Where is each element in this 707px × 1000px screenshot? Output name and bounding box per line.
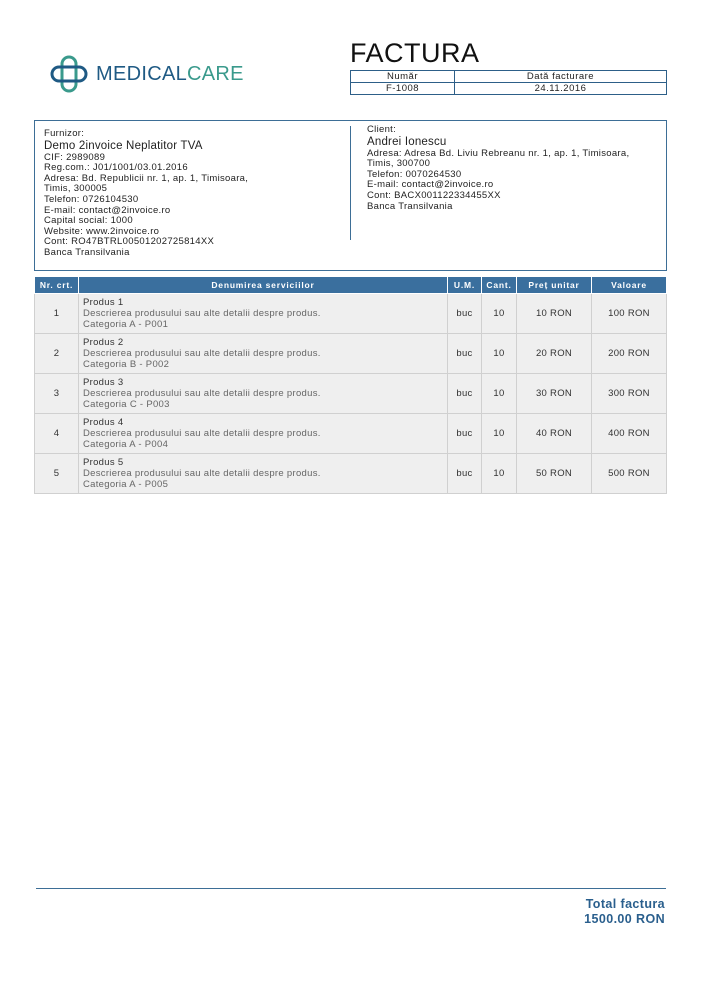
row-price: 20 RON (517, 334, 592, 374)
product-desc: Descrierea produsului sau alte detalii despre produs. (83, 428, 321, 439)
row-description (79, 374, 448, 414)
row-um: buc (448, 414, 482, 454)
product-name: Produs 3 (83, 377, 124, 388)
product-category: Categoria A - P005 (83, 479, 169, 490)
product-name: Produs 1 (83, 297, 124, 308)
table-row (35, 454, 667, 494)
table-row (35, 334, 667, 374)
row-value: 200 RON (592, 334, 667, 374)
client-line: Cont: BACX001122334455XX (367, 189, 501, 201)
supplier-line: Banca Transilvania (44, 246, 130, 258)
supplier-block (44, 129, 334, 259)
client-label: Client: (367, 124, 397, 135)
invoice-number: F-1008 (351, 83, 455, 95)
company-logo (50, 55, 244, 93)
row-um: buc (448, 294, 482, 334)
supplier-line: Website: www.2invoice.ro (44, 225, 160, 237)
table-row (35, 294, 667, 334)
invoice-meta-table (350, 70, 667, 95)
supplier-line: Reg.com.: J01/1001/03.01.2016 (44, 162, 188, 174)
row-description (79, 294, 448, 334)
supplier-line: Cont: RO47BTRL00501202725814XX (44, 236, 215, 248)
row-value: 100 RON (592, 294, 667, 334)
supplier-line: CIF: 2989089 (44, 151, 106, 163)
brand-name: MEDICALCARE (96, 62, 244, 85)
client-block (367, 125, 662, 212)
client-line: E-mail: contact@2invoice.ro (367, 179, 494, 191)
supplier-line: Telefon: 0726104530 (44, 193, 139, 205)
footer-divider (36, 888, 666, 889)
row-qty: 10 (482, 374, 517, 414)
row-value: 500 RON (592, 454, 667, 494)
row-description (79, 334, 448, 374)
invoice-date: 24.11.2016 (455, 83, 667, 95)
document-title: FACTURA (350, 38, 480, 68)
parties-box (34, 120, 667, 271)
items-header-row (35, 277, 667, 294)
client-line: Timis, 300700 (367, 158, 431, 170)
row-description (79, 454, 448, 494)
row-description (79, 414, 448, 454)
client-line: Adresa: Adresa Bd. Liviu Rebreanu nr. 1, ap. 1, Timisoara, (367, 147, 630, 159)
row-nr: 1 (35, 294, 79, 334)
product-desc: Descrierea produsului sau alte detalii despre produs. (83, 348, 321, 359)
product-category: Categoria B - P002 (83, 359, 170, 370)
row-qty: 10 (482, 454, 517, 494)
col-value: Valoare (592, 277, 667, 294)
invoice-date-label: Dată facturare (455, 71, 667, 83)
row-nr: 2 (35, 334, 79, 374)
row-qty: 10 (482, 294, 517, 334)
parties-divider (350, 126, 351, 240)
row-price: 40 RON (517, 414, 592, 454)
row-um: buc (448, 454, 482, 494)
product-name: Produs 5 (83, 457, 124, 468)
items-table (34, 276, 667, 494)
total-amount: 1500.00 RON (584, 912, 665, 926)
product-category: Categoria C - P003 (83, 399, 170, 410)
row-qty: 10 (482, 414, 517, 454)
row-um: buc (448, 374, 482, 414)
row-value: 400 RON (592, 414, 667, 454)
supplier-line: Capital social: 1000 (44, 215, 133, 227)
supplier-line: E-mail: contact@2invoice.ro (44, 204, 171, 216)
client-name: Andrei Ionescu (367, 135, 447, 148)
product-name: Produs 4 (83, 417, 124, 428)
invoice-number-label: Număr (351, 71, 455, 83)
row-price: 10 RON (517, 294, 592, 334)
table-row (35, 414, 667, 454)
client-line: Telefon: 0070264530 (367, 168, 462, 180)
row-nr: 4 (35, 414, 79, 454)
row-value: 300 RON (592, 374, 667, 414)
product-name: Produs 2 (83, 337, 124, 348)
row-price: 50 RON (517, 454, 592, 494)
medical-cross-icon (50, 55, 88, 93)
invoice-total (584, 897, 665, 927)
product-desc: Descrierea produsului sau alte detalii despre produs. (83, 308, 321, 319)
col-um: U.M. (448, 277, 482, 294)
supplier-label: Furnizor: (44, 128, 85, 139)
client-line: Banca Transilvania (367, 200, 453, 212)
total-label: Total factura (585, 897, 665, 911)
row-nr: 5 (35, 454, 79, 494)
product-desc: Descrierea produsului sau alte detalii despre produs. (83, 388, 321, 399)
col-nr: Nr. crt. (35, 277, 79, 294)
row-um: buc (448, 334, 482, 374)
table-row (35, 374, 667, 414)
row-price: 30 RON (517, 374, 592, 414)
supplier-line: Adresa: Bd. Republicii nr. 1, ap. 1, Timisoara, (44, 172, 249, 184)
product-category: Categoria A - P001 (83, 319, 169, 330)
supplier-line: Timis, 300005 (44, 183, 108, 195)
row-nr: 3 (35, 374, 79, 414)
row-qty: 10 (482, 334, 517, 374)
supplier-name: Demo 2invoice Neplatitor TVA (44, 139, 203, 152)
product-desc: Descrierea produsului sau alte detalii despre produs. (83, 468, 321, 479)
col-qty: Cant. (482, 277, 517, 294)
col-description: Denumirea serviciilor (79, 277, 448, 294)
product-category: Categoria A - P004 (83, 439, 169, 450)
col-price: Preț unitar (517, 277, 592, 294)
